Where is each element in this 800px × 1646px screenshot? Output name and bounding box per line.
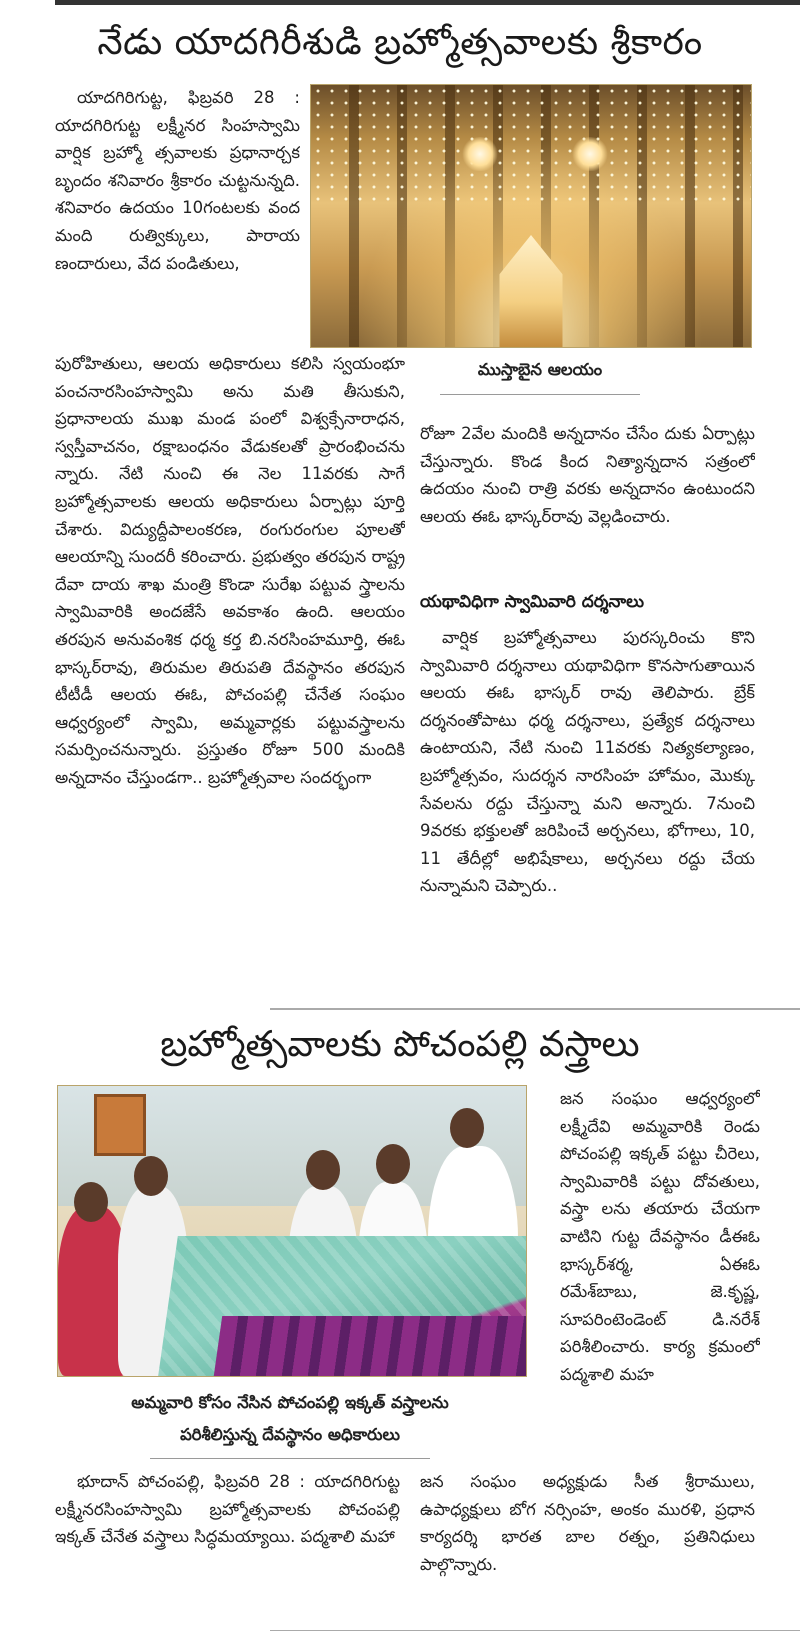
deity-portrait bbox=[94, 1094, 146, 1156]
saree-photo-caption-line-2: పరిశీలిస్తున్న దేవస్థానం అధికారులు bbox=[180, 1425, 400, 1444]
official-head bbox=[306, 1150, 340, 1190]
saree-border bbox=[214, 1316, 527, 1376]
article-2-paragraph: భూదాన్ పోచంపల్లి, ఫిబ్రవరి 28 : యాదగిరిగుట్ట లక్ష్మీనరసింహస్వామి బ్రహ్మోత్సవాలకు పోచంపల్లి ఇక్కత్ చేనేత వస్త్రాలు సిద్ధమయ్యాయి. పద్మశాలి మహా bbox=[55, 1472, 400, 1547]
article-1-paragraph: రోజూ 2వేల మందికి అన్నదానం చేసేం దుకు ఏర్పాట్లు చేస్తున్నారు. కొండ కింద నిత్యాన్నదాన సత్రంలో ఉదయం నుంచి రాత్రి వరకు అన్నదానం ఉంటుందని ఆలయ ఈఓ భాస్కర్‌రావు వెల్లడించారు. bbox=[420, 424, 755, 526]
article-2-col-right-of-photo bbox=[560, 1085, 760, 1425]
chandelier bbox=[571, 137, 609, 171]
official-head bbox=[134, 1156, 168, 1196]
article-1-col-left-top bbox=[55, 84, 300, 346]
official-head bbox=[450, 1108, 484, 1148]
article-separator bbox=[270, 1008, 800, 1010]
article-2-col-left-bottom bbox=[55, 1468, 400, 1618]
official-head bbox=[74, 1182, 108, 1222]
headline-article-2: బ్రహ్మోత్సవాలకు పోచంపల్లి వస్త్రాలు bbox=[160, 1024, 640, 1065]
temple-photo-caption: ముస్తాబైన ఆలయం bbox=[477, 360, 603, 379]
caption-underline bbox=[150, 1458, 430, 1459]
saree-photo-caption-line-1: అమ్మవారి కోసం నేసిన పోచంపల్లి ఇక్కత్ వస్త్రాలను bbox=[131, 1393, 449, 1412]
article-1-paragraph: వార్షిక బ్రహ్మోత్సవాలు పురస్కరించు కొని స్వామివారి దర్శనాలు యథావిధిగా కొనసాగుతాయిన ఆలయ ఈఓ భాస్కర్ రావు తెలిపారు. బ్రేక్ దర్శనంతోపాటు ధర్మ దర్శనాలు, ప్రత్యేక దర్శనాలు ఉంటాయని, నేటి నుంచి 11వరకు నిత్యకల్యాణం, బ్రహ్మోత్సవం, సుదర్శన నారసింహ హోమం, మొక్కు సేవలను రద్దు చేస్తున్నా మని అన్నారు. 7నుంచి 9వరకు భక్తులతో జరిపించే అర్చనలు, భోగాలు, 10, 11 తేదీల్లో అభిషేకాలు, అర్చనలు రద్దు చేయ నున్నామని చెప్పారు.. bbox=[420, 628, 755, 896]
article-1-paragraph: పురోహితులు, ఆలయ అధికారులు కలిసి స్వయంభూ పంచనారసింహస్వామి అను మతి తీసుకుని, ప్రధానాలయ ముఖ మండ పంలో విశ్వక్సేనారాధన, స్వస్తీవాచనం, రక్షాబంధనం వేడుకలతో ప్రారంభించను న్నారు. నేటి నుంచి ఈ నెల 11వరకు సాగే బ్రహ్మోత్సవాలకు ఆలయ అధికారులు ఏర్పాట్లు పూర్తి చేశారు. విద్యుద్దీపాలంకరణ, రంగురంగుల పూలతో ఆలయాన్ని సుందరీ కరించారు. ప్రభుత్వం తరపున రాష్ట్ర దేవా దాయ శాఖ మంత్రి కొండా సురేఖ పట్టువ స్త్రాలను స్వామివారికి అందజేసే అవకాశం ఉంది. ఆలయం తరపున అనువంశిక ధర్మ కర్త బి.నరసింహమూర్తి, ఈఓ భాస్కర్‌రావు, తిరుమల తిరుపతి దేవస్థానం తరపున టీటీడీ ఆలయ ఈఓ, పోచంపల్లి చేనేత సంఘం ఆధ్వర్యంలో స్వామి, అమ్మవార్లకు పట్టువస్త్రాలను సమర్పించనున్నారు. ప్రస్తుతం రోజూ 500 మందికి అన్నదానం చేస్తుండగా.. బ్రహ్మోత్సవాల సందర్భంగా bbox=[55, 354, 405, 787]
chandelier bbox=[461, 137, 499, 171]
decorative-lights bbox=[311, 85, 751, 203]
article-2-paragraph: జన సంఘం అధ్యక్షుడు సీత శ్రీరాములు, ఉపాధ్యక్షులు బోగ నర్సింహ, అంకం మురళి, ప్రధాన కార్యదర్శి భారత బాల రత్నం, ప్రతినిధులు పాల్గొన్నారు. bbox=[420, 1472, 755, 1574]
article-2-paragraph: జన సంఘం ఆధ్వర్యంలో లక్ష్మీదేవి అమ్మవారికి రెండు పోచంపల్లి ఇక్కత్ పట్టు చీరెలు, స్వామివారికి పట్టు దోవతులు, వస్త్రా లను తయారు చేయగా వాటిని గుట్ట దేవస్థానం డీఈఓ భాస్కర్‌శర్మ, ఏఈఓ రమేశ్‌బాబు, జె.కృష్ణ, సూపరింటెండెంట్ డి.నరేశ్ పరిశీలించారు. కార్య క్రమంలో పద్మశాలి మహ bbox=[560, 1089, 760, 1384]
article-1-col-right-top bbox=[420, 420, 755, 580]
temple-photo bbox=[310, 84, 752, 348]
article-1-col-left-bottom bbox=[55, 350, 405, 980]
top-rule bbox=[55, 0, 800, 5]
saree-inspection-photo bbox=[57, 1085, 527, 1377]
shrine-tower bbox=[486, 235, 576, 347]
article-1-paragraph: యాదగిరిగుట్ట, ఫిబ్రవరి 28 : యాదగిరిగుట్ట లక్ష్మీనర సింహస్వామి వార్షిక బ్రహ్మో త్సవాలకు ప్రధానార్చక బృందం శనివారం శ్రీకారం చుట్టనున్నది. శనివారం ఉదయం 10గంటలకు వంద మంది రుత్విక్కులు, పారాయ ణందారులు, వేద పండితులు, bbox=[55, 88, 300, 273]
article-2-col-right-bottom bbox=[420, 1468, 755, 1618]
headline-article-1: నేడు యాదగిరీశుడి బ్రహ్మోత్సవాలకు శ్రీకారం bbox=[97, 22, 703, 63]
article-1-subheading: యథావిధిగా స్వామివారి దర్శనాలు bbox=[420, 592, 645, 612]
official-head bbox=[376, 1144, 410, 1184]
caption-underline bbox=[440, 394, 640, 395]
article-1-col-right-bottom bbox=[420, 624, 755, 984]
bottom-rule bbox=[270, 1630, 800, 1631]
